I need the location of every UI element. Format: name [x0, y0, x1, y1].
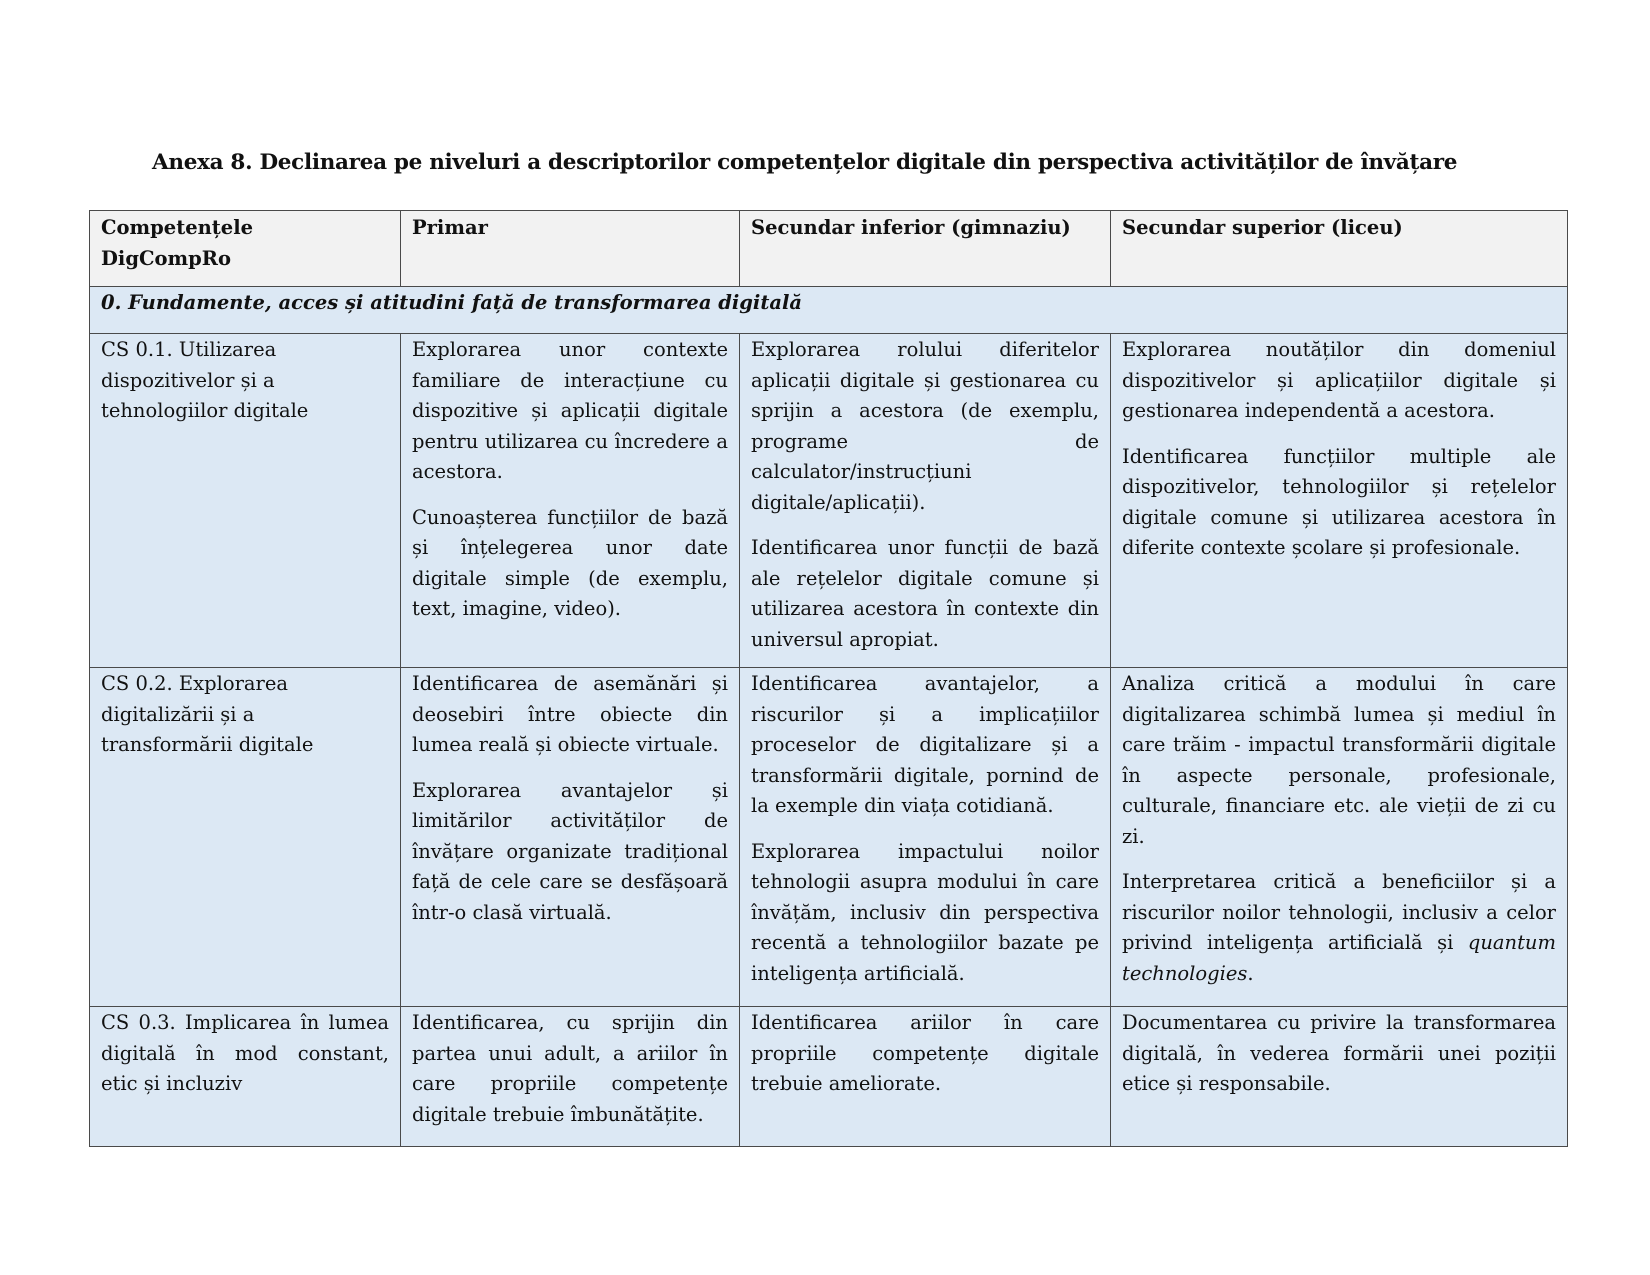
header-competence: Competențele DigCompRo [90, 211, 401, 287]
descriptor-text-part: Interpretarea critică a beneficiilor și a riscurilor noilor tehnologii, inclusiv a celor privind inteligența artificială și [1122, 870, 1556, 954]
descriptor-text: Analiza critică a modului în care digitalizarea schimbă lumea și mediul în care trăim - impactul transformării digitale în aspecte personale, profesionale, culturale, financiare etc. ale vieții de zi cu zi. [1122, 672, 1556, 848]
descriptor-text: Identificarea, cu sprijin din partea unui adult, a ariilor în care propriile competențe digitale trebuie îmbunătățite. [412, 1011, 728, 1126]
liceu-cell [1111, 1007, 1568, 1147]
competence-cell [90, 334, 401, 668]
primar-cell [401, 1007, 740, 1147]
descriptor-text: Explorarea noutăților din domeniul dispozitivelor și aplicațiilor digitale și gestionarea independentă a acestora. [1122, 338, 1556, 422]
descriptor-text: Explorarea avantajelor și limitărilor activităților de învățare organizate tradițional față de cele care se desfășoară într-o clasă virtuală. [412, 778, 728, 924]
competence-text: CS 0.3. Implicarea în lumea digitală în mod constant, etic și incluziv [101, 1011, 389, 1095]
competence-cell [90, 668, 401, 1007]
table-row [90, 334, 1568, 668]
header-gimnaziu: Secundar inferior (gimnaziu) [740, 211, 1111, 287]
descriptor-text: Identificarea funcțiilor multiple ale dispozitivelor, tehnologiilor și rețelelor digitale comune și utilizarea acestora în diferite contexte școlare și profesionale. [1122, 444, 1556, 559]
descriptor-text: Identificarea de asemănări și deosebiri între obiecte din lumea reală și obiecte virtuale. [412, 672, 728, 756]
descriptor-text: Explorarea unor contexte familiare de interacțiune cu dispozitive și aplicații digitale pentru utilizarea cu încredere a acestora. [412, 338, 728, 483]
descriptor-text: Identificarea unor funcții de bază ale rețelelor digitale comune și utilizarea acestora în contexte din universul apropiat. [751, 536, 1099, 651]
liceu-cell [1111, 334, 1568, 668]
competences-table [89, 210, 1568, 1147]
header-liceu: Secundar superior (liceu) [1111, 211, 1568, 287]
header-primar: Primar [401, 211, 740, 287]
section-heading: 0. Fundamente, acces și atitudini față de transformarea digitală [90, 287, 1568, 334]
descriptor-text: Explorarea impactului noilor tehnologii asupra modului în care învățăm, inclusiv din perspectiva recentă a tehnologiilor bazate pe inteligența artificială. [751, 839, 1099, 985]
competence-text: CS 0.2. Explorarea digitalizării și a transformării digitale [101, 672, 314, 756]
descriptor-text: Cunoașterea funcțiilor de bază și înțelegerea unor date digitale simple (de exemplu, text, imagine, video). [412, 505, 728, 620]
descriptor-text: Documentarea cu privire la transformarea digitală, în vederea formării unei poziții etice și responsabile. [1122, 1011, 1556, 1095]
section-row [90, 287, 1568, 334]
descriptor-text [1122, 867, 1556, 989]
descriptor-text-part: . [1247, 961, 1254, 985]
liceu-cell [1111, 668, 1568, 1007]
primar-cell [401, 668, 740, 1007]
gimnaziu-cell [740, 1007, 1111, 1147]
competence-cell [90, 1007, 401, 1147]
descriptor-text: Identificarea ariilor în care propriile competențe digitale trebuie ameliorate. [751, 1011, 1099, 1095]
gimnaziu-cell [740, 334, 1111, 668]
descriptor-text: Identificarea avantajelor, a riscurilor și a implicațiilor proceselor de digitalizare și a transformării digitale, pornind de la exemple din viața cotidiană. [751, 672, 1099, 817]
table-row [90, 668, 1568, 1007]
page-title: Anexa 8. Declinarea pe niveluri a descriptorilor competențelor digitale din perspectiva activităților de învățare [152, 150, 1458, 175]
descriptor-text-italic: quantum technologies [1122, 931, 1556, 985]
gimnaziu-cell [740, 668, 1111, 1007]
table-row [90, 1007, 1568, 1147]
descriptor-text: Explorarea rolului diferitelor aplicații digitale și gestionarea cu sprijin a acestora (de exemplu, programe de calculator/instrucțiuni digitale/aplicații). [751, 338, 1099, 514]
competence-text: CS 0.1. Utilizarea dispozitivelor și a tehnologiilor digitale [101, 338, 309, 422]
primar-cell [401, 334, 740, 668]
table-header-row [90, 211, 1568, 287]
